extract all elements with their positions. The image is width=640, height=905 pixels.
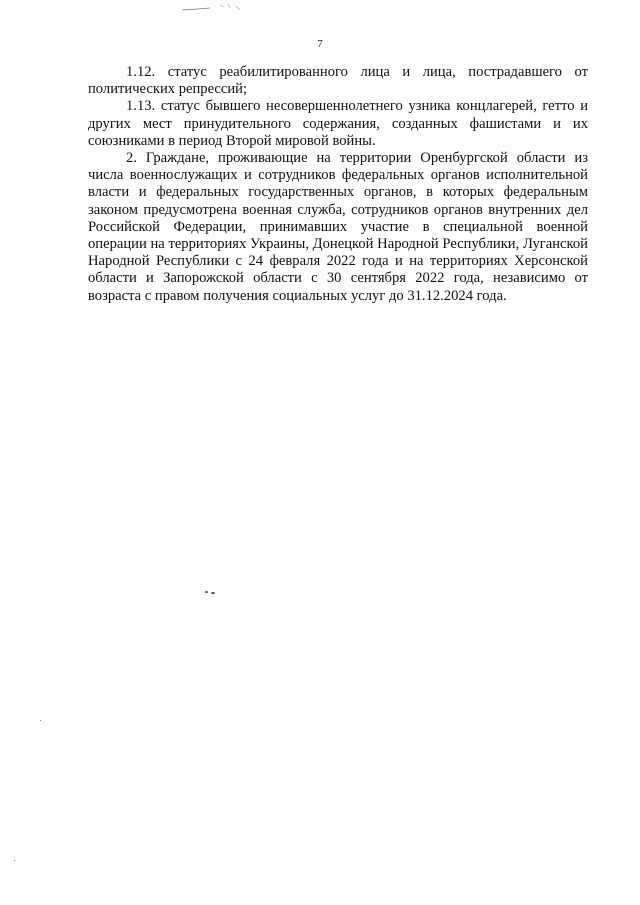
scan-speck — [40, 720, 41, 721]
page-number: 7 — [317, 38, 323, 50]
scan-artifact — [180, 2, 250, 14]
scan-speck — [211, 592, 215, 594]
paragraph-1-12: 1.12. статус реабилитированного лица и лица, пострадавшего от политических репрессий; — [88, 64, 588, 98]
scan-speck — [205, 591, 208, 593]
paragraph-1-13: 1.13. статус бывшего несовершеннолетнего узника концлагерей, гетто и других мест принудительного содержания, созданных фашистами и их союзниками в период Второй мировой войны. — [88, 98, 588, 149]
scan-speck — [14, 860, 15, 861]
document-body — [88, 64, 588, 305]
paragraph-2: 2. Граждане, проживающие на территории Оренбургской области из числа военнослужащих и сотрудников федеральных органов исполнительной власти и федеральных государственных органов, в которых федеральным законом предусмотрена военная служба, сотрудников органов внутренних дел Российской Федерации, принимавших участие в специальной военной операции на территориях Украины, Донецкой Народной Республики, Луганской Народной Республики с 24 февраля 2022 года и на территориях Херсонской области и Запорожской области с 30 сентября 2022 года, независимо от возраста с правом получения социальных услуг до 31.12.2024 года. — [88, 150, 588, 304]
